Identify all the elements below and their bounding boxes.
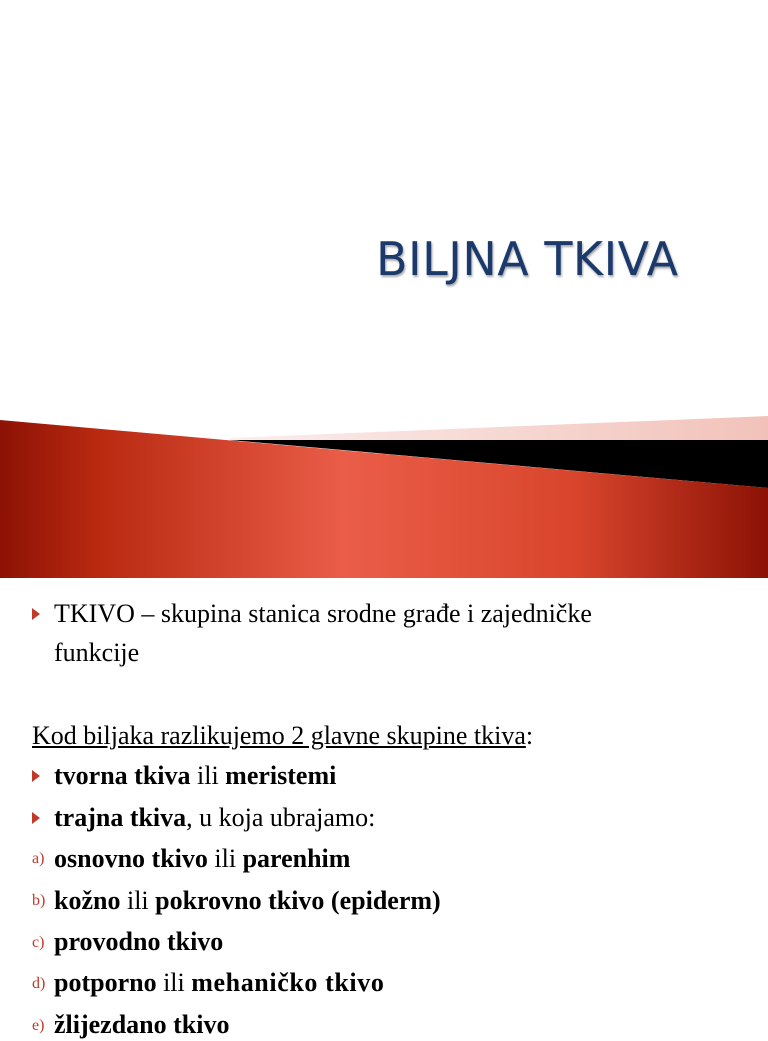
definition-line-1: TKIVO – skupina stanica srodne građe i zajedničke bbox=[54, 599, 592, 628]
definition-text: skupina stanica srodne građe i zajedničke bbox=[160, 599, 592, 628]
triangle-bullet-icon bbox=[32, 770, 40, 782]
list-item: provodno tkivo bbox=[54, 927, 224, 956]
triangle-bullet-icon bbox=[32, 608, 40, 620]
band-pale-strip bbox=[230, 416, 768, 440]
slide-title: BILJNA TKIVA bbox=[376, 232, 679, 286]
definition-line-2: funkcije bbox=[54, 638, 140, 667]
triangle-bullet-icon bbox=[32, 812, 40, 824]
list-marker: a) bbox=[32, 850, 45, 867]
list-marker: c) bbox=[32, 934, 45, 951]
group-item: tvorna tkiva ili meristemi bbox=[54, 761, 337, 790]
list-marker: b) bbox=[32, 892, 46, 909]
list-item: osnovno tkivo ili parenhim bbox=[54, 844, 351, 873]
list-item: kožno ili pokrovno tkivo (epiderm) bbox=[54, 886, 441, 915]
list-marker: d) bbox=[32, 975, 46, 992]
intro-line: Kod biljaka razlikujemo 2 glavne skupine tkiva: bbox=[32, 721, 534, 750]
decorative-swoosh-band bbox=[0, 400, 768, 578]
group-item: trajna tkiva, u koja ubrajamo: bbox=[54, 803, 376, 832]
list-item: potporno ili mehaničko tkivo bbox=[54, 968, 385, 997]
intro-text: Kod biljaka razlikujemo 2 glavne skupine tkiva bbox=[32, 721, 526, 750]
list-item: žlijezdano tkivo bbox=[54, 1010, 230, 1039]
list-marker: e) bbox=[32, 1017, 45, 1034]
definition-term: TKIVO bbox=[54, 599, 135, 628]
